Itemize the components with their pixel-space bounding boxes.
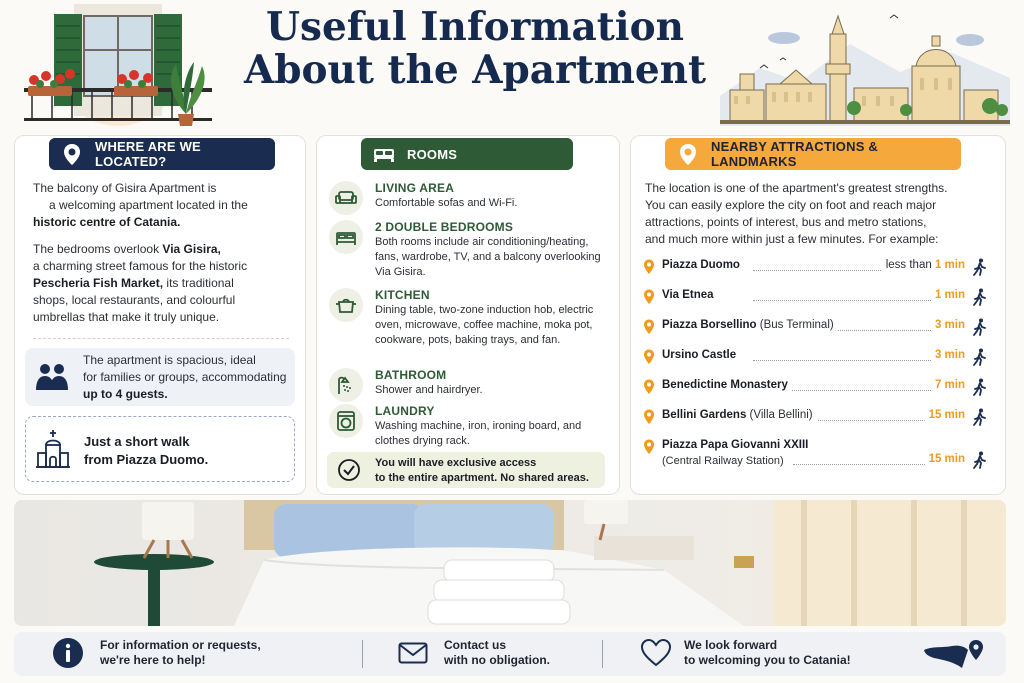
- attraction-subtitle: (Central Railway Station): [662, 455, 784, 467]
- sofa-icon: [335, 187, 357, 209]
- check-circle-icon: [337, 458, 361, 482]
- map-pin-icon: [643, 349, 655, 365]
- map-pin-icon: [643, 259, 655, 275]
- leader-dots: [753, 360, 949, 361]
- walking-person-icon: [973, 348, 987, 366]
- map-pin-icon: [643, 289, 655, 305]
- attraction-name: Benedictine Monastery: [662, 379, 792, 391]
- attraction-name: Ursino Castle: [662, 349, 740, 361]
- map-pin-icon: [643, 379, 655, 395]
- attractions-intro: The location is one of the apartment's greatest strengths. You can easily explore the city on foot and reach major attractions, points of interest, bus and metro stations, and much more within just a few minutes. For example:: [645, 181, 948, 246]
- envelope-icon: [398, 642, 428, 664]
- footer-info-text: For information or requests, we're here to help!: [100, 638, 261, 667]
- bed-icon: [371, 141, 397, 167]
- guests-info-box: The apartment is spacious, ideal for families or groups, accommodating up to 4 guests.: [25, 348, 295, 406]
- map-pin-icon: [675, 141, 701, 167]
- walking-person-icon: [973, 288, 987, 306]
- location-heading: WHERE ARE WE LOCATED?: [49, 138, 275, 170]
- location-paragraph-1: The balcony of Gisira Apartment is a welcoming apartment located in the historic centre of Catania.: [33, 181, 248, 229]
- walking-person-icon: [973, 318, 987, 336]
- exclusive-access-box: You will have exclusive access to the entire apartment. No shared areas.: [327, 452, 605, 488]
- location-card: [14, 135, 306, 495]
- attraction-time: 15 min: [925, 453, 965, 465]
- catania-skyline-illustration: [720, 8, 1010, 126]
- attraction-name: Via Etnea: [662, 289, 718, 301]
- attraction-item: [643, 318, 995, 336]
- room-kitchen: KITCHEN Dining table, two-zone induction hob, electric oven, microwave, coffee machine, moka pot, cookware, pots, baking trays, and fan.: [329, 288, 615, 362]
- attraction-time: 15 min: [925, 409, 965, 421]
- shower-icon: [335, 374, 357, 396]
- footer-bar: [14, 632, 1006, 676]
- footer-separator: [602, 640, 603, 668]
- attraction-name: Piazza Duomo: [662, 259, 744, 271]
- attractions-card: [630, 135, 1006, 495]
- bed-icon: [335, 226, 357, 248]
- leader-dots: [753, 300, 949, 301]
- info-icon: [52, 637, 84, 669]
- room-living-area: LIVING AREA Comfortable sofas and Wi-Fi.: [329, 181, 615, 215]
- footer-contact-link[interactable]: Contact us with no obligation.: [444, 638, 550, 667]
- map-pin-icon: [643, 319, 655, 335]
- map-pin-icon: [59, 141, 85, 167]
- washing-machine-icon: [335, 410, 357, 432]
- footer-separator: [362, 640, 363, 668]
- map-pin-icon: [643, 409, 655, 425]
- page-title: Useful Information About the Apartment: [243, 4, 707, 93]
- attraction-time: 3 min: [931, 319, 965, 331]
- walk-info-box: Just a short walk from Piazza Duomo.: [25, 416, 295, 482]
- rooms-card: [316, 135, 620, 495]
- attraction-item: [643, 258, 995, 276]
- attraction-time: 1 min: [931, 289, 965, 301]
- attraction-item: [643, 348, 995, 366]
- attraction-time: less than 1 min: [882, 259, 965, 271]
- map-pin-icon: [643, 439, 655, 455]
- divider: [33, 338, 289, 339]
- attraction-item: [643, 288, 995, 306]
- balcony-illustration: [18, 4, 218, 126]
- walking-person-icon: [973, 258, 987, 276]
- sicily-map-icon: [922, 638, 986, 670]
- attraction-item: [643, 408, 995, 426]
- people-icon: [35, 360, 69, 392]
- attraction-name: Piazza Papa Giovanni XXIII: [662, 439, 812, 451]
- footer-welcome-text: We look forward to welcoming you to Catania!: [684, 638, 851, 667]
- room-bathroom: BATHROOM Shower and hairdryer.: [329, 368, 615, 402]
- cathedral-icon: [36, 429, 70, 469]
- walking-person-icon: [973, 378, 987, 396]
- attraction-time: 3 min: [931, 349, 965, 361]
- room-laundry: LAUNDRY Washing machine, iron, ironing board, and clothes drying rack.: [329, 404, 615, 448]
- heart-icon: [640, 638, 672, 668]
- attraction-item: [643, 438, 995, 472]
- attraction-name: Piazza Borsellino (Bus Terminal): [662, 319, 838, 331]
- walking-person-icon: [973, 451, 987, 469]
- attractions-heading: NEARBY ATTRACTIONS & LANDMARKS: [665, 138, 961, 170]
- attraction-name: Bellini Gardens (Villa Bellini): [662, 409, 817, 421]
- attraction-time: 7 min: [931, 379, 965, 391]
- room-bedrooms: 2 DOUBLE BEDROOMS Both rooms include air conditioning/heating, fans, wardrobe, TV, and a balcony overlooking Via Gisira.: [329, 220, 615, 284]
- bedroom-photo: [14, 500, 1006, 626]
- walking-person-icon: [973, 408, 987, 426]
- pot-icon: [335, 294, 357, 316]
- rooms-heading: ROOMS: [361, 138, 573, 170]
- attraction-item: [643, 378, 995, 396]
- location-paragraph-2: The bedrooms overlook Via Gisira, a charming street famous for the historic Pescheria Fish Market, its traditional shops, local restaurants, and colourful umbrellas that make it truly unique.: [33, 242, 248, 324]
